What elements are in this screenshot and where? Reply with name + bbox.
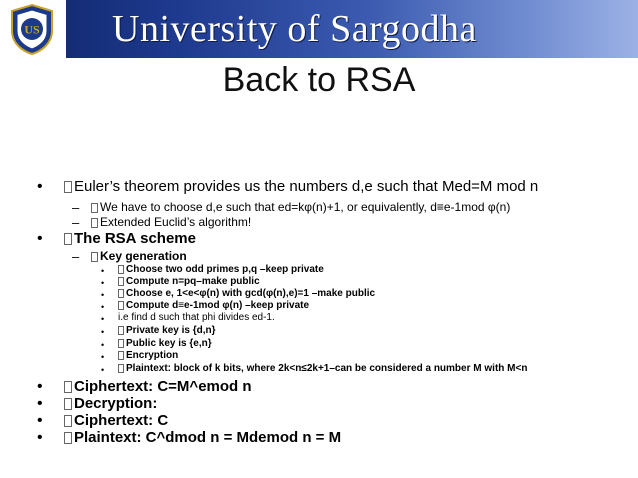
bullet-icon: • bbox=[101, 278, 105, 288]
bullet-text: Ciphertext: C=M^emod n bbox=[74, 378, 252, 395]
missing-glyph-icon bbox=[118, 265, 124, 274]
bullet-text-wrap bbox=[91, 215, 251, 229]
bullet-text: Public key is {e,n} bbox=[126, 338, 212, 349]
seal-lettering: US bbox=[24, 22, 40, 37]
bullet-icon: • bbox=[37, 429, 43, 446]
bullet-text-wrap bbox=[118, 338, 212, 349]
missing-glyph-icon bbox=[64, 432, 72, 444]
bullet-text: Plaintext: C^dmod n = Mdemod n = M bbox=[74, 429, 342, 446]
missing-glyph-icon bbox=[91, 252, 98, 262]
bullet-text-wrap bbox=[91, 200, 510, 214]
bullet-text: Compute n=pq–make public bbox=[126, 276, 260, 287]
bullet-icon: • bbox=[101, 352, 105, 362]
bullet-text: Plaintext: block of k bits, where 2k<n≤2k+1–can be considered a number M with M<n bbox=[126, 363, 528, 374]
bullet-text-wrap bbox=[64, 230, 196, 247]
missing-glyph-icon bbox=[91, 218, 98, 228]
bullet-text: We have to choose d,e such that ed=kφ(n)+1, or equivalently, d≡e-1mod φ(n) bbox=[100, 200, 511, 214]
dash-icon: – bbox=[72, 249, 80, 264]
bullet-icon: • bbox=[101, 266, 105, 276]
bullet-text: The RSA scheme bbox=[74, 230, 196, 247]
missing-glyph-icon bbox=[64, 181, 72, 193]
header-banner bbox=[0, 0, 638, 58]
bullet-icon: • bbox=[101, 290, 105, 300]
bullet-icon: • bbox=[101, 302, 105, 312]
missing-glyph-icon bbox=[118, 301, 124, 310]
bullet-icon: • bbox=[101, 365, 105, 375]
bullet-text-wrap bbox=[118, 312, 275, 323]
bullet-text: Choose two odd primes p,q –keep private bbox=[126, 264, 324, 275]
university-name: University of Sargodha bbox=[112, 8, 477, 50]
bullet-text-wrap bbox=[118, 288, 375, 299]
bullet-text: Extended Euclid’s algorithm! bbox=[100, 215, 252, 229]
bullet-icon: • bbox=[101, 327, 105, 337]
missing-glyph-icon bbox=[118, 326, 124, 335]
bullet-text: Euler’s theorem provides us the numbers d,e such that Med=M mod n bbox=[74, 178, 539, 195]
bullet-icon: • bbox=[37, 178, 43, 195]
university-seal-icon bbox=[8, 3, 56, 55]
dash-icon: – bbox=[72, 215, 80, 230]
bullet-text-wrap bbox=[64, 178, 538, 195]
missing-glyph-icon bbox=[64, 398, 72, 410]
bullet-text-wrap bbox=[118, 350, 178, 361]
bullet-icon: • bbox=[101, 314, 105, 324]
missing-glyph-icon bbox=[64, 381, 72, 393]
bullet-icon: • bbox=[37, 230, 43, 247]
bullet-text-wrap bbox=[64, 395, 157, 412]
bullet-text: Key generation bbox=[100, 249, 187, 263]
bullet-text-wrap bbox=[118, 264, 324, 275]
bullet-text-wrap bbox=[118, 363, 527, 374]
bullet-text: Ciphertext: C bbox=[74, 412, 169, 429]
bullet-icon: • bbox=[37, 395, 43, 412]
bullet-text-wrap bbox=[64, 378, 252, 395]
missing-glyph-icon bbox=[91, 203, 98, 213]
bullet-icon: • bbox=[101, 340, 105, 350]
bullet-text: Decryption: bbox=[74, 395, 158, 412]
missing-glyph-icon bbox=[64, 415, 72, 427]
bullet-text-wrap bbox=[118, 300, 309, 311]
bullet-text: i.e find d such that phi divides ed-1. bbox=[118, 312, 275, 323]
bullet-text: Compute d≡e-1mod φ(n) –keep private bbox=[126, 300, 310, 311]
missing-glyph-icon bbox=[118, 364, 124, 373]
bullet-text-wrap bbox=[64, 429, 341, 446]
bullet-text-wrap bbox=[64, 412, 168, 429]
missing-glyph-icon bbox=[118, 277, 124, 286]
dash-icon: – bbox=[72, 200, 80, 215]
bullet-text-wrap bbox=[118, 325, 216, 336]
bullet-text-wrap bbox=[118, 276, 260, 287]
missing-glyph-icon bbox=[118, 339, 124, 348]
missing-glyph-icon bbox=[118, 351, 124, 360]
logo-area bbox=[0, 0, 66, 58]
bullet-text-wrap bbox=[91, 249, 187, 263]
missing-glyph-icon bbox=[64, 233, 72, 245]
slide-title: Back to RSA bbox=[222, 61, 416, 99]
bullet-text: Choose e, 1<e<φ(n) with gcd(φ(n),e)=1 –make public bbox=[126, 288, 376, 299]
bullet-icon: • bbox=[37, 412, 43, 429]
missing-glyph-icon bbox=[118, 289, 124, 298]
bullet-text: Private key is {d,n} bbox=[126, 325, 216, 336]
bullet-icon: • bbox=[37, 378, 43, 395]
bullet-text: Encryption bbox=[126, 350, 179, 361]
